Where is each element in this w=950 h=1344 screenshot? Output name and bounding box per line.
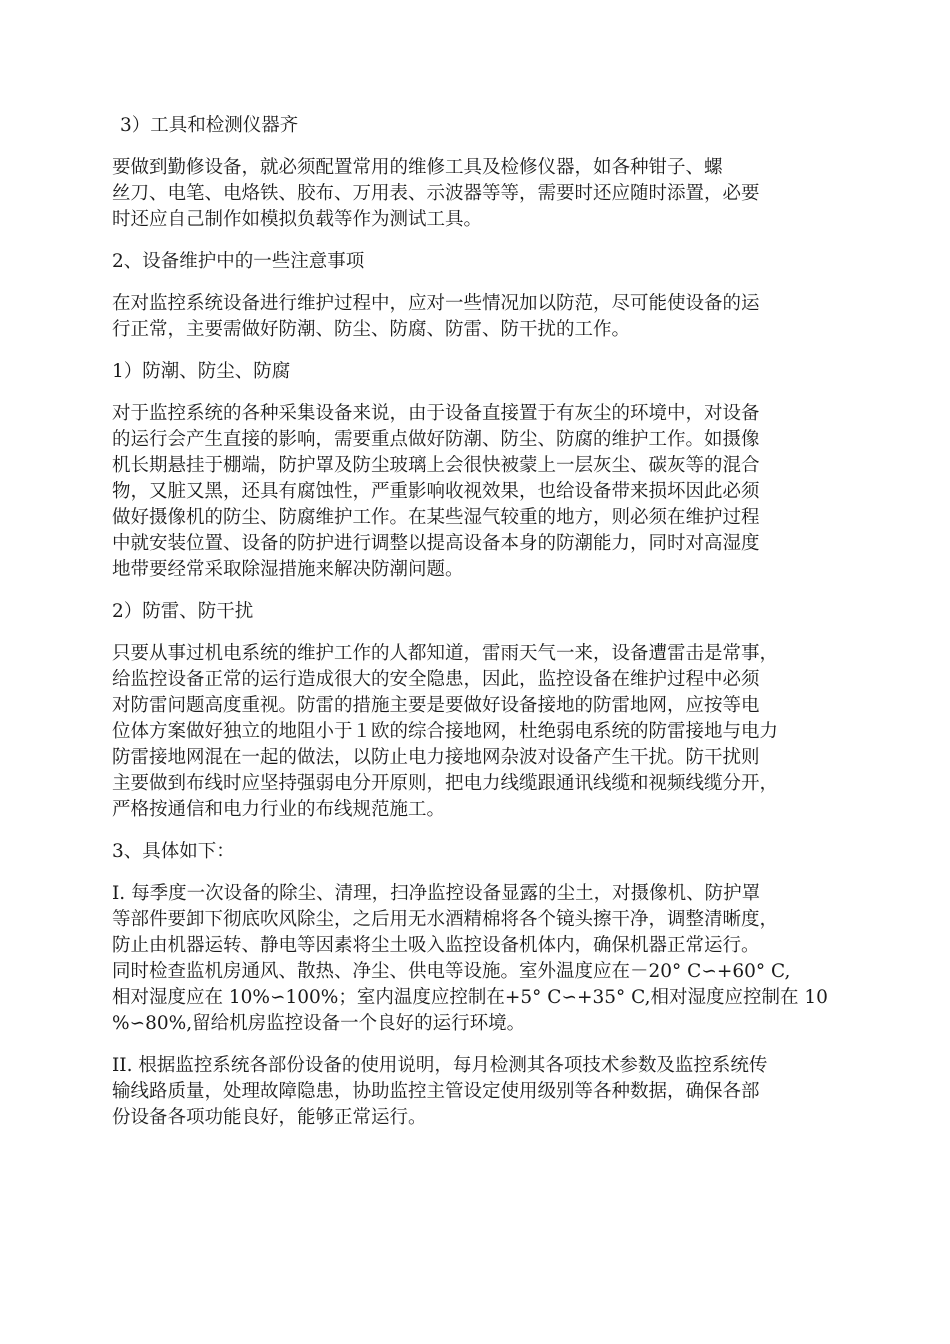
section-3-heading: 3、具体如下： <box>112 841 235 862</box>
section-2-1-heading: 1）防潮、防尘、防腐 <box>112 361 291 382</box>
document-body <box>112 113 842 1147</box>
section-1-3-body: 要做到勤修设备，就必须配置常用的维修工具及检修仪器，如各种钳子、螺 丝刀、电笔、电烙铁、胶布、万用表、示波器等等，需要时还应随时添置，必要 时还应自己制作如模拟负载等作为测试工具。 <box>112 157 760 230</box>
section-2-heading: 2、设备维护中的一些注意事项 <box>112 251 365 272</box>
section-2-1-body: 对于监控系统的各种采集设备来说，由于设备直接置于有灰尘的环境中，对设备 的运行会产生直接的影响，需要重点做好防潮、防尘、防腐的维护工作。如摄像 机长期悬挂于棚端，防护罩及防尘玻璃上会很快被蒙上一层灰尘、碳灰等的混合 物，又脏又黑，还具有腐蚀性，严重影响收视效果，也给设备带来损坏因此必须 做好摄像机的防尘、防腐维护工作。在某些湿气较重的地方，则必须在维护过程 中就安装位置、设备的防护进行调整以提高设备本身的防潮能力，同时对高湿度 地带要经常采取除湿措施来解决防潮问题。 <box>112 403 760 580</box>
section-2-2-body: 只要从事过机电系统的维护工作的人都知道，雷雨天气一来，设备遭雷击是常事， 给监控设备正常的运行造成很大的安全隐患，因此，监控设备在维护过程中必须 对防雷问题高度重视。防雷的措施主要是要做好设备接地的防雷地网，应按等电 位体方案做好独立的地阻小于１欧的综合接地网，杜绝弱电系统的防雷接地与电力 防雷接地网混在一起的做法，以防止电力接地网杂波对设备产生干扰。防干扰则 主要做到布线时应坚持强弱电分开原则，把电力线缆跟通讯线缆和视频线缆分开， 严格按通信和电力行业的布线规范施工。 <box>112 643 779 820</box>
section-2-2-heading: 2）防雷、防干扰 <box>112 601 254 622</box>
section-2-body: 在对监控系统设备进行维护过程中，应对一些情况加以防范，尽可能使设备的运 行正常，主要需做好防潮、防尘、防腐、防雷、防干扰的工作。 <box>112 293 760 340</box>
section-3-item-2: II. 根据监控系统各部份设备的使用说明，每月检测其各项技术参数及监控系统传 输线路质量，处理故障隐患，协助监控主管设定使用级别等各种数据，确保各部 份设备各项功能良好，能够正常运行。 <box>112 1055 768 1128</box>
section-1-3-heading: 3）工具和检测仪器齐 <box>120 115 299 136</box>
section-3-item-1: I. 每季度一次设备的除尘、清理，扫净监控设备显露的尘土，对摄像机、防护罩 等部件要卸下彻底吹风除尘，之后用无水酒精棉将各个镜头擦干净，调整清晰度， 防止由机器运转、静电等因素将尘土吸入监控设备机体内，确保机器正常运行。 同时检查监机房通风、散热、净尘、供电等设施。室外温度应在－20° C∽+60° C, 相对湿度应在 10%∽100%；室内温度应控制在+5° C∽+35° C,相对湿度应控制在 10 %∽80%,留给机房监控设备一个良好的运行环境。 <box>112 883 828 1034</box>
